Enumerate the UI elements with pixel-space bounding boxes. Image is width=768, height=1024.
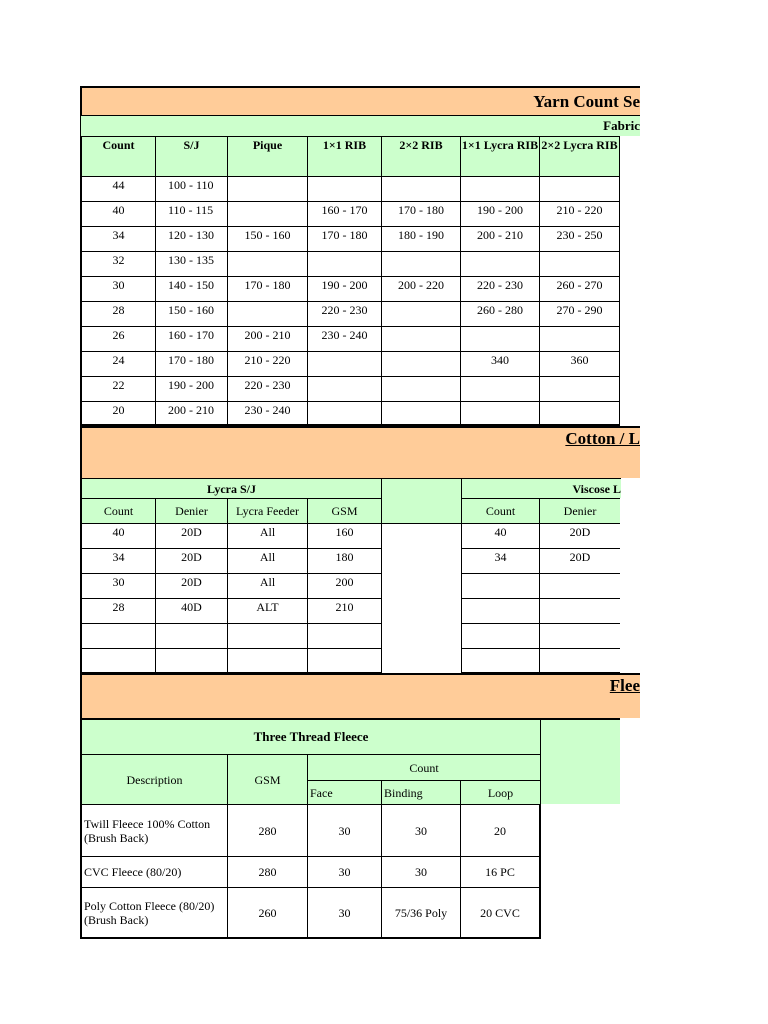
cell-2x2-lycra-rib: 260 - 270 xyxy=(540,276,620,301)
cell-1x1-lycra-rib: 200 - 210 xyxy=(461,226,540,251)
cell-1x1-rib: 220 - 230 xyxy=(308,301,382,326)
fleece-cell-binding: 75/36 Poly xyxy=(382,887,461,939)
cell-sj: 190 - 200 xyxy=(156,376,228,401)
cell-1x1-lycra-rib: 220 - 230 xyxy=(461,276,540,301)
fleece-cell-loop: 16 PC xyxy=(461,856,541,887)
cell-2x2-lycra-rib: 230 - 250 xyxy=(540,226,620,251)
cell-pique xyxy=(228,201,308,226)
lycra-header-gsm: GSM xyxy=(308,498,382,523)
cell-pique: 170 - 180 xyxy=(228,276,308,301)
viscose-cell-count: 34 xyxy=(461,548,540,573)
cell-sj: 120 - 130 xyxy=(156,226,228,251)
lycra-cell-lycra-feeder xyxy=(228,623,308,648)
header-1x1-lycra-rib: 1×1 Lycra RIB xyxy=(461,136,540,176)
cell-1x1-lycra-rib xyxy=(461,401,540,426)
lycra-cell-denier: 20D xyxy=(156,573,228,598)
viscose-cell-denier xyxy=(540,573,620,598)
lycra-cell-lycra-feeder: All xyxy=(228,523,308,548)
cell-2x2-lycra-rib: 210 - 220 xyxy=(540,201,620,226)
cell-1x1-rib xyxy=(308,251,382,276)
lycra-cell-denier: 20D xyxy=(156,523,228,548)
cell-2x2-lycra-rib xyxy=(540,251,620,276)
cell-sj: 140 - 150 xyxy=(156,276,228,301)
lycra-cell-count: 30 xyxy=(80,573,156,598)
lycra-cell-denier xyxy=(156,623,228,648)
viscose-header-count: Count xyxy=(461,498,540,523)
cell-pique xyxy=(228,301,308,326)
lycra-cell-lycra-feeder: All xyxy=(228,548,308,573)
lycra-cell-gsm: 180 xyxy=(308,548,382,573)
header-1x1-rib: 1×1 RIB xyxy=(308,136,382,176)
cell-count: 20 xyxy=(80,401,156,426)
cell-count: 24 xyxy=(80,351,156,376)
cell-1x1-rib xyxy=(308,401,382,426)
fleece-header-description: Description xyxy=(80,754,228,804)
fleece-header-gsm: GSM xyxy=(228,754,308,804)
cell-1x1-rib: 230 - 240 xyxy=(308,326,382,351)
header-2x2-rib: 2×2 RIB xyxy=(382,136,461,176)
cell-1x1-rib: 160 - 170 xyxy=(308,201,382,226)
cell-2x2-rib xyxy=(382,376,461,401)
cell-pique: 210 - 220 xyxy=(228,351,308,376)
cell-count: 44 xyxy=(80,176,156,201)
cell-pique: 200 - 210 xyxy=(228,326,308,351)
lycra-cell-count: 40 xyxy=(80,523,156,548)
lycra-cell-denier: 40D xyxy=(156,598,228,623)
cotton-gap-header xyxy=(382,478,461,523)
lycra-cell-count: 28 xyxy=(80,598,156,623)
fabric-subtitle: Fabric xyxy=(80,115,640,136)
viscose-title: Viscose L xyxy=(461,478,621,498)
fleece-cell-description: CVC Fleece (80/20) xyxy=(80,856,228,887)
lycra-header-denier: Denier xyxy=(156,498,228,523)
cell-pique: 220 - 230 xyxy=(228,376,308,401)
cell-1x1-lycra-rib: 260 - 280 xyxy=(461,301,540,326)
fleece-header-loop: Loop xyxy=(461,780,541,804)
lycra-cell-count xyxy=(80,623,156,648)
lycra-sj-title: Lycra S/J xyxy=(80,478,382,498)
header-pique: Pique xyxy=(228,136,308,176)
fleece-side-panel xyxy=(541,718,620,804)
cell-2x2-lycra-rib xyxy=(540,176,620,201)
cell-2x2-rib: 170 - 180 xyxy=(382,201,461,226)
lycra-cell-lycra-feeder: ALT xyxy=(228,598,308,623)
viscose-cell-denier xyxy=(540,648,620,673)
fleece-cell-loop: 20 CVC xyxy=(461,887,541,939)
cell-2x2-lycra-rib xyxy=(540,326,620,351)
fleece-cell-face: 30 xyxy=(308,856,382,887)
viscose-header-denier: Denier xyxy=(540,498,620,523)
cell-count: 34 xyxy=(80,226,156,251)
lycra-header-count: Count xyxy=(80,498,156,523)
cell-2x2-rib xyxy=(382,326,461,351)
cell-sj: 170 - 180 xyxy=(156,351,228,376)
cell-1x1-lycra-rib xyxy=(461,251,540,276)
fleece-header-binding: Binding xyxy=(382,780,461,804)
cell-pique: 230 - 240 xyxy=(228,401,308,426)
fleece-cell-gsm: 280 xyxy=(228,856,308,887)
viscose-cell-count xyxy=(461,648,540,673)
cell-1x1-rib: 190 - 200 xyxy=(308,276,382,301)
cell-count: 22 xyxy=(80,376,156,401)
viscose-cell-count xyxy=(461,598,540,623)
cell-2x2-rib xyxy=(382,351,461,376)
lycra-cell-gsm: 160 xyxy=(308,523,382,548)
viscose-cell-count xyxy=(461,573,540,598)
lycra-cell-gsm: 210 xyxy=(308,598,382,623)
cell-count: 30 xyxy=(80,276,156,301)
cell-1x1-lycra-rib xyxy=(461,326,540,351)
viscose-cell-denier xyxy=(540,623,620,648)
cotton-title: Cotton / L xyxy=(80,426,640,478)
cell-2x2-rib xyxy=(382,251,461,276)
fleece-cell-gsm: 280 xyxy=(228,804,308,856)
cell-2x2-rib xyxy=(382,176,461,201)
cell-2x2-rib xyxy=(382,301,461,326)
cell-count: 28 xyxy=(80,301,156,326)
fleece-cell-description: Poly Cotton Fleece (80/20) (Brush Back) xyxy=(80,887,228,939)
yarn-count-title: Yarn Count Se xyxy=(80,86,640,115)
cell-1x1-rib: 170 - 180 xyxy=(308,226,382,251)
lycra-cell-gsm xyxy=(308,648,382,673)
viscose-cell-denier xyxy=(540,598,620,623)
viscose-cell-count: 40 xyxy=(461,523,540,548)
lycra-cell-count xyxy=(80,648,156,673)
fleece-header-count: Count xyxy=(308,754,541,780)
cell-count: 26 xyxy=(80,326,156,351)
cell-pique: 150 - 160 xyxy=(228,226,308,251)
cell-pique xyxy=(228,176,308,201)
cell-1x1-rib xyxy=(308,351,382,376)
cell-pique xyxy=(228,251,308,276)
fleece-cell-description: Twill Fleece 100% Cotton (Brush Back) xyxy=(80,804,228,856)
cotton-gap xyxy=(382,523,461,673)
fleece-cell-binding: 30 xyxy=(382,856,461,887)
cell-2x2-rib xyxy=(382,401,461,426)
cell-2x2-lycra-rib: 270 - 290 xyxy=(540,301,620,326)
lycra-header-feeder: Lycra Feeder xyxy=(228,498,308,523)
fleece-cell-loop: 20 xyxy=(461,804,541,856)
fleece-cell-binding: 30 xyxy=(382,804,461,856)
cell-sj: 150 - 160 xyxy=(156,301,228,326)
lycra-cell-lycra-feeder xyxy=(228,648,308,673)
lycra-cell-gsm: 200 xyxy=(308,573,382,598)
cell-1x1-lycra-rib: 190 - 200 xyxy=(461,201,540,226)
header-count: Count xyxy=(80,136,156,176)
cell-1x1-rib xyxy=(308,376,382,401)
cell-1x1-lycra-rib xyxy=(461,376,540,401)
cell-1x1-rib xyxy=(308,176,382,201)
cell-2x2-lycra-rib: 360 xyxy=(540,351,620,376)
cell-count: 32 xyxy=(80,251,156,276)
cell-2x2-rib: 200 - 220 xyxy=(382,276,461,301)
cell-count: 40 xyxy=(80,201,156,226)
cell-2x2-rib: 180 - 190 xyxy=(382,226,461,251)
viscose-cell-denier: 20D xyxy=(540,548,620,573)
cell-2x2-lycra-rib xyxy=(540,401,620,426)
lycra-cell-denier xyxy=(156,648,228,673)
fleece-cell-face: 30 xyxy=(308,887,382,939)
header-sj: S/J xyxy=(156,136,228,176)
fleece-cell-gsm: 260 xyxy=(228,887,308,939)
header-2x2-lycra-rib: 2×2 Lycra RIB xyxy=(540,136,620,176)
viscose-cell-denier: 20D xyxy=(540,523,620,548)
fleece-header-face: Face xyxy=(308,780,382,804)
cell-sj: 160 - 170 xyxy=(156,326,228,351)
cell-1x1-lycra-rib: 340 xyxy=(461,351,540,376)
three-thread-title: Three Thread Fleece xyxy=(80,718,541,754)
fleece-title: Flee xyxy=(80,673,640,718)
lycra-cell-gsm xyxy=(308,623,382,648)
cell-sj: 130 - 135 xyxy=(156,251,228,276)
viscose-cell-count xyxy=(461,623,540,648)
lycra-cell-count: 34 xyxy=(80,548,156,573)
lycra-cell-lycra-feeder: All xyxy=(228,573,308,598)
fleece-cell-face: 30 xyxy=(308,804,382,856)
cell-2x2-lycra-rib xyxy=(540,376,620,401)
lycra-cell-denier: 20D xyxy=(156,548,228,573)
cell-1x1-lycra-rib xyxy=(461,176,540,201)
cell-sj: 100 - 110 xyxy=(156,176,228,201)
cell-sj: 110 - 115 xyxy=(156,201,228,226)
cell-sj: 200 - 210 xyxy=(156,401,228,426)
